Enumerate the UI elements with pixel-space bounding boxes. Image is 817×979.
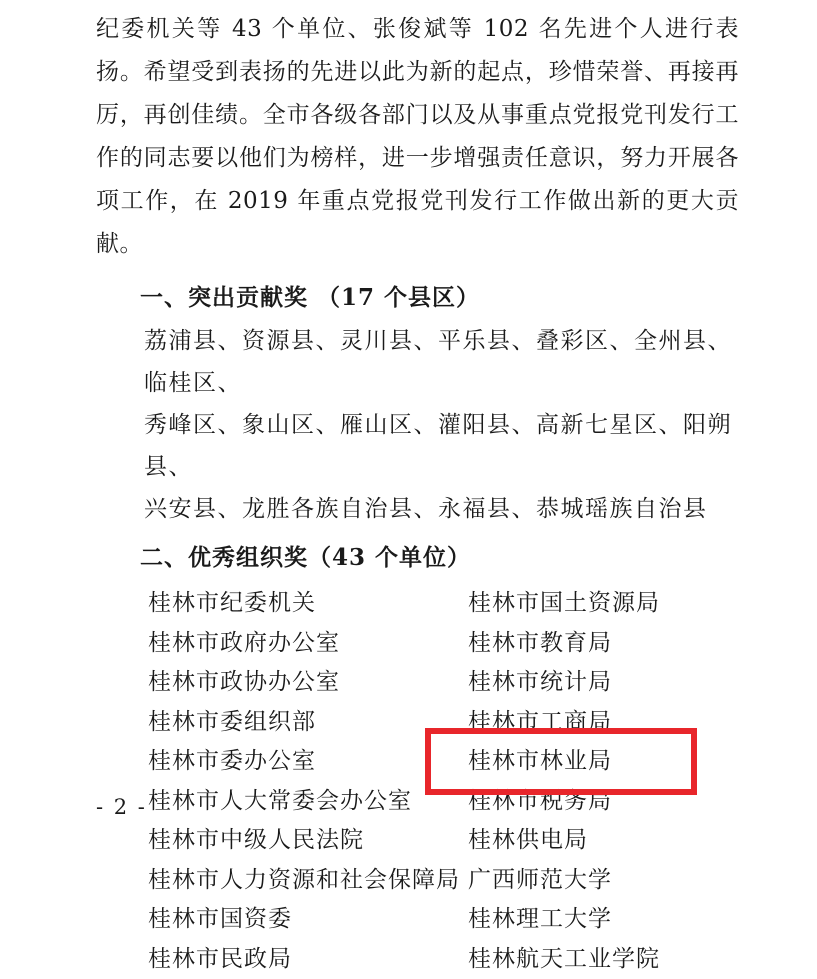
- list-item: 桂林市委办公室: [148, 742, 468, 782]
- list-row: [148, 782, 739, 822]
- list-item: 桂林市林业局: [468, 742, 739, 782]
- section-one-heading: 一、突出贡献奖 （17 个县区）: [96, 266, 739, 320]
- list-row: [148, 861, 739, 901]
- list-row: [148, 663, 739, 703]
- list-item: 桂林市税务局: [468, 782, 739, 822]
- list-item: 桂林市人大常委会办公室: [148, 782, 468, 822]
- list-item: 桂林市统计局: [468, 663, 739, 703]
- list-item: 桂林市教育局: [468, 624, 739, 664]
- list-item-highlighted: 桂林航天工业学院: [468, 940, 739, 979]
- list-item: 桂林市民政局: [148, 940, 468, 979]
- list-item: 桂林市纪委机关: [148, 584, 468, 624]
- list-item: 桂林市工商局: [468, 703, 739, 743]
- list-row: [148, 703, 739, 743]
- list-item: 桂林市政协办公室: [148, 663, 468, 703]
- list-item: 广西师范大学: [468, 861, 739, 901]
- section-one-line-3: 兴安县、龙胜各族自治县、永福县、恭城瑶族自治县: [96, 488, 739, 530]
- section-one-line-2: 秀峰区、象山区、雁山区、灌阳县、高新七星区、阳朔县、: [96, 404, 739, 488]
- list-row: [148, 584, 739, 624]
- list-item: 桂林市国资委: [148, 900, 468, 940]
- section-two-heading: 二、优秀组织奖（43 个单位）: [96, 530, 739, 580]
- list-item: 桂林市政府办公室: [148, 624, 468, 664]
- list-item: 桂林市国土资源局: [468, 584, 739, 624]
- list-row: [148, 624, 739, 664]
- list-item: 桂林供电局: [468, 821, 739, 861]
- body-paragraph: 纪委机关等 43 个单位、张俊斌等 102 名先进个人进行表扬。希望受到表扬的先进以此为新的起点，珍惜荣誉、再接再厉，再创佳绩。全市各级各部门以及从事重点党报党刊发行工作的同志要以他们为榜样，进一步增强责任意识，努力开展各项工作，在 2019 年重点党报党刊发行工作做出新的更大贡献。: [96, 0, 739, 266]
- list-item: 桂林理工大学: [468, 900, 739, 940]
- organization-award-list: [96, 580, 739, 979]
- list-item: 桂林市中级人民法院: [148, 821, 468, 861]
- list-item: 桂林市委组织部: [148, 703, 468, 743]
- section-one-line-1: 荔浦县、资源县、灵川县、平乐县、叠彩区、全州县、临桂区、: [96, 320, 739, 404]
- list-row: [148, 900, 739, 940]
- list-item: 桂林市人力资源和社会保障局: [148, 861, 468, 901]
- page-number: - 2 -: [96, 795, 147, 819]
- list-row: [148, 742, 739, 782]
- list-row: [148, 821, 739, 861]
- list-row: [148, 940, 739, 979]
